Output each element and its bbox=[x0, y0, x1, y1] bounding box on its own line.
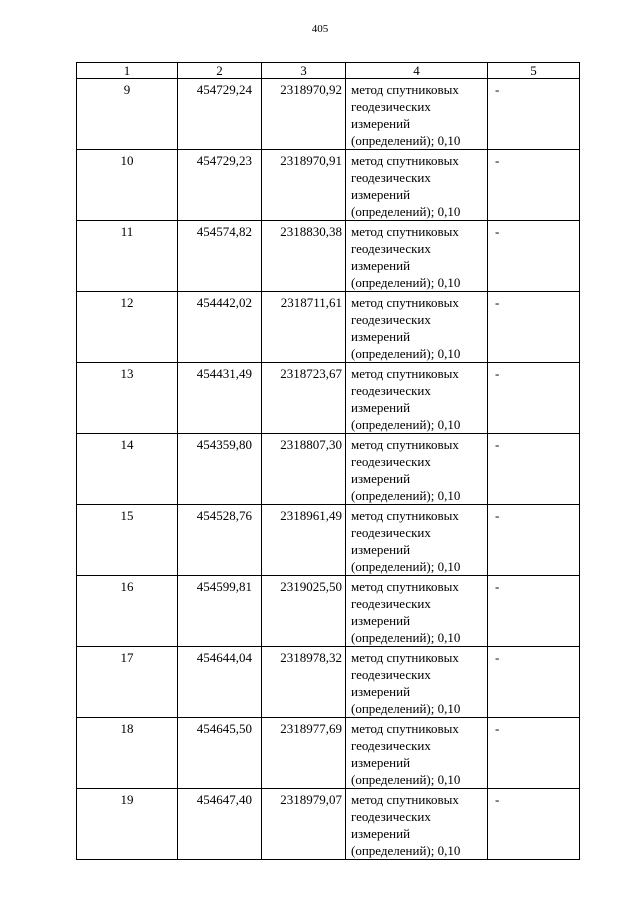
column-header-5: 5 bbox=[488, 63, 580, 79]
method-line: измерений bbox=[351, 116, 411, 131]
point-number-cell: 18 bbox=[77, 718, 178, 789]
method-line: (определений); 0,10 bbox=[351, 772, 461, 787]
coordinate-y-cell: 2318830,38 bbox=[262, 221, 346, 292]
method-accuracy-cell bbox=[346, 434, 488, 505]
method-line: метод спутниковых bbox=[351, 508, 459, 523]
point-number-cell: 12 bbox=[77, 292, 178, 363]
method-line: метод спутниковых bbox=[351, 579, 459, 594]
method-accuracy-cell bbox=[346, 292, 488, 363]
coordinate-x-cell: 454647,40 bbox=[178, 789, 262, 860]
coordinates-table bbox=[76, 62, 580, 860]
method-line: измерений bbox=[351, 471, 411, 486]
method-line: геодезических bbox=[351, 170, 431, 185]
method-line: геодезических bbox=[351, 525, 431, 540]
method-accuracy-cell bbox=[346, 789, 488, 860]
column-header-4: 4 bbox=[346, 63, 488, 79]
method-line: измерений bbox=[351, 329, 411, 344]
point-number-cell: 14 bbox=[77, 434, 178, 505]
point-number-cell: 15 bbox=[77, 505, 178, 576]
method-line: (определений); 0,10 bbox=[351, 488, 461, 503]
point-number-cell: 11 bbox=[77, 221, 178, 292]
table-row bbox=[77, 434, 580, 505]
point-number-cell: 17 bbox=[77, 647, 178, 718]
coordinate-x-cell: 454574,82 bbox=[178, 221, 262, 292]
column-header-2: 2 bbox=[178, 63, 262, 79]
coordinate-x-cell: 454644,04 bbox=[178, 647, 262, 718]
note-cell: - bbox=[488, 505, 580, 576]
method-line: (определений); 0,10 bbox=[351, 843, 461, 858]
method-line: метод спутниковых bbox=[351, 295, 459, 310]
coordinate-y-cell: 2318978,32 bbox=[262, 647, 346, 718]
coordinate-x-cell: 454359,80 bbox=[178, 434, 262, 505]
note-cell: - bbox=[488, 150, 580, 221]
method-line: (определений); 0,10 bbox=[351, 630, 461, 645]
method-line: измерений bbox=[351, 826, 411, 841]
method-line: метод спутниковых bbox=[351, 224, 459, 239]
method-line: метод спутниковых bbox=[351, 792, 459, 807]
note-cell: - bbox=[488, 718, 580, 789]
table-row bbox=[77, 79, 580, 150]
method-line: измерений bbox=[351, 258, 411, 273]
note-cell: - bbox=[488, 221, 580, 292]
table-row bbox=[77, 292, 580, 363]
method-accuracy-cell bbox=[346, 221, 488, 292]
table-row bbox=[77, 576, 580, 647]
method-line: геодезических bbox=[351, 596, 431, 611]
point-number-cell: 19 bbox=[77, 789, 178, 860]
point-number-cell: 10 bbox=[77, 150, 178, 221]
method-accuracy-cell bbox=[346, 79, 488, 150]
table-row bbox=[77, 647, 580, 718]
method-line: (определений); 0,10 bbox=[351, 701, 461, 716]
method-accuracy-cell bbox=[346, 505, 488, 576]
table-row bbox=[77, 221, 580, 292]
coordinate-y-cell: 2318961,49 bbox=[262, 505, 346, 576]
method-line: геодезических bbox=[351, 241, 431, 256]
method-line: геодезических bbox=[351, 809, 431, 824]
method-line: геодезических bbox=[351, 383, 431, 398]
point-number-cell: 16 bbox=[77, 576, 178, 647]
coordinate-y-cell: 2318723,67 bbox=[262, 363, 346, 434]
coordinate-y-cell: 2318807,30 bbox=[262, 434, 346, 505]
method-line: (определений); 0,10 bbox=[351, 133, 461, 148]
coordinate-y-cell: 2318979,07 bbox=[262, 789, 346, 860]
note-cell: - bbox=[488, 576, 580, 647]
method-accuracy-cell bbox=[346, 363, 488, 434]
table-body bbox=[77, 79, 580, 860]
method-line: геодезических bbox=[351, 99, 431, 114]
coordinate-x-cell: 454442,02 bbox=[178, 292, 262, 363]
method-accuracy-cell bbox=[346, 150, 488, 221]
coordinate-y-cell: 2318970,92 bbox=[262, 79, 346, 150]
table-row bbox=[77, 718, 580, 789]
point-number-cell: 13 bbox=[77, 363, 178, 434]
table-row bbox=[77, 505, 580, 576]
method-accuracy-cell bbox=[346, 647, 488, 718]
note-cell: - bbox=[488, 79, 580, 150]
method-line: геодезических bbox=[351, 454, 431, 469]
coordinate-y-cell: 2318711,61 bbox=[262, 292, 346, 363]
method-line: геодезических bbox=[351, 312, 431, 327]
method-line: измерений bbox=[351, 542, 411, 557]
coordinate-x-cell: 454528,76 bbox=[178, 505, 262, 576]
table-row bbox=[77, 150, 580, 221]
method-line: (определений); 0,10 bbox=[351, 559, 461, 574]
column-header-3: 3 bbox=[262, 63, 346, 79]
method-line: (определений); 0,10 bbox=[351, 346, 461, 361]
method-line: метод спутниковых bbox=[351, 366, 459, 381]
method-line: измерений bbox=[351, 755, 411, 770]
method-line: измерений bbox=[351, 684, 411, 699]
header-row bbox=[77, 63, 580, 79]
method-line: измерений bbox=[351, 400, 411, 415]
note-cell: - bbox=[488, 363, 580, 434]
coordinate-y-cell: 2318977,69 bbox=[262, 718, 346, 789]
method-line: метод спутниковых bbox=[351, 82, 459, 97]
method-line: (определений); 0,10 bbox=[351, 417, 461, 432]
coordinate-x-cell: 454729,23 bbox=[178, 150, 262, 221]
note-cell: - bbox=[488, 647, 580, 718]
note-cell: - bbox=[488, 292, 580, 363]
coordinate-x-cell: 454431,49 bbox=[178, 363, 262, 434]
method-line: геодезических bbox=[351, 667, 431, 682]
method-accuracy-cell bbox=[346, 718, 488, 789]
page-number: 405 bbox=[311, 23, 329, 35]
method-line: геодезических bbox=[351, 738, 431, 753]
column-header-1: 1 bbox=[77, 63, 178, 79]
coordinate-x-cell: 454729,24 bbox=[178, 79, 262, 150]
table-row bbox=[77, 363, 580, 434]
method-accuracy-cell bbox=[346, 576, 488, 647]
note-cell: - bbox=[488, 789, 580, 860]
table-row bbox=[77, 789, 580, 860]
method-line: (определений); 0,10 bbox=[351, 275, 461, 290]
method-line: измерений bbox=[351, 613, 411, 628]
method-line: метод спутниковых bbox=[351, 153, 459, 168]
coordinate-x-cell: 454599,81 bbox=[178, 576, 262, 647]
point-number-cell: 9 bbox=[77, 79, 178, 150]
coordinate-x-cell: 454645,50 bbox=[178, 718, 262, 789]
method-line: (определений); 0,10 bbox=[351, 204, 461, 219]
coordinate-y-cell: 2319025,50 bbox=[262, 576, 346, 647]
method-line: измерений bbox=[351, 187, 411, 202]
method-line: метод спутниковых bbox=[351, 650, 459, 665]
method-line: метод спутниковых bbox=[351, 437, 459, 452]
method-line: метод спутниковых bbox=[351, 721, 459, 736]
note-cell: - bbox=[488, 434, 580, 505]
coordinate-y-cell: 2318970,91 bbox=[262, 150, 346, 221]
